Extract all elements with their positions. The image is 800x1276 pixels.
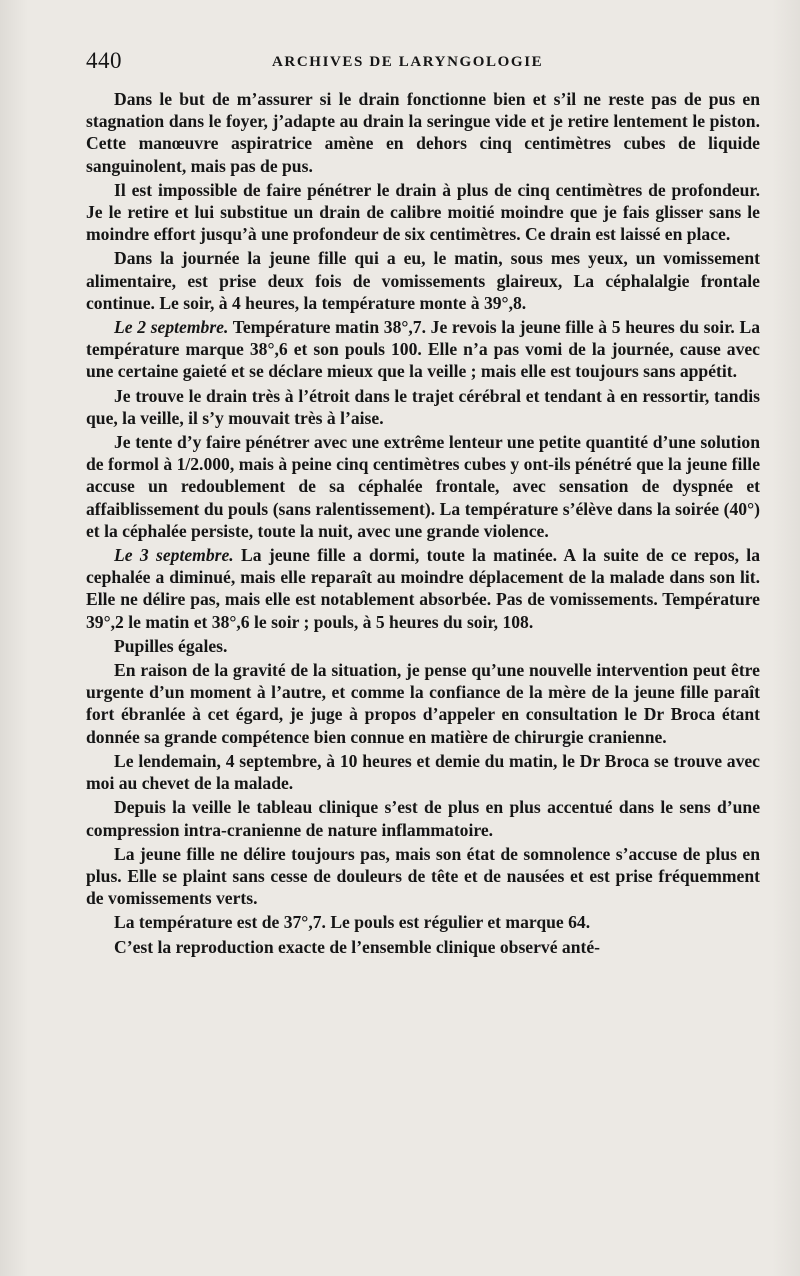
paragraph-7-text: La jeune fille a dormi, toute la matinée. A la suite de ce repos, la cephalée a diminué, mais elle reparaît au moindre déplacement de la malade dans son lit. Elle ne délire pas, mais elle est notablement absorbée. Pas de vomissements. Température 39°,2 le matin et 38°,6 le soir ; pouls, à 5 heures du soir, 108. xyxy=(86,545,760,632)
paragraph-5: Je trouve le drain très à l’étroit dans le trajet cérébral et tendant à en ressortir, tandis que, la veille, il s’y mouvait très à l’aise. xyxy=(86,385,760,428)
body-text xyxy=(86,88,760,958)
paragraph-8: Pupilles égales. xyxy=(114,635,228,656)
paragraph-4 xyxy=(86,316,760,383)
page-number: 440 xyxy=(86,48,122,73)
paragraph-4-text: Température matin 38°,7. Je revois la jeune fille à 5 heures du soir. La température marque 38°,6 et son pouls 100. Elle n’a pas vomi de la journée, cause avec une certaine gaieté et se déclare mieux que la veille ; mais elle est toujours sans appétit. xyxy=(86,317,760,382)
date-3-septembre: Le 3 septembre. xyxy=(114,545,234,566)
paragraph-1: Dans le but de m’assurer si le drain fonctionne bien et s’il ne reste pas de pus en stagnation dans le foyer, j’adapte au drain la seringue vide et je retire lentement le piston. Cette manœuvre aspiratrice amène en dehors cinq centimètres cubes de liquide sanguinolent, mais pas de pus. xyxy=(86,89,760,176)
date-2-septembre: Le 2 septembre. xyxy=(114,317,229,338)
paragraph-6: Je tente d’y faire pénétrer avec une extrême lenteur une petite quantité d’une solution de formol à 1/2.000, mais à peine cinq centimètres cubes y ont-ils pénétré que la jeune fille accuse un redoublement de sa céphalée frontale, avec sensation de dyspnée et affaiblissement du pouls (sans ralentissement). La température s’élève dans la soirée (40°) et la céphalée persiste, toute la nuit, avec une grande violence. xyxy=(86,432,760,541)
paragraph-3: Dans la journée la jeune fille qui a eu, le matin, sous mes yeux, un vomissement alimentaire, est prise deux fois de vomissements glaireux, La céphalalgie frontale continue. Le soir, à 4 heures, la température monte à 39°,8. xyxy=(86,248,760,313)
running-title: ARCHIVES DE LARYNGOLOGIE xyxy=(272,54,544,70)
paragraph-2: Il est impossible de faire pénétrer le drain à plus de cinq centimètres de profondeur. Je le retire et lui substitue un drain de calibre moitié moindre que je fais glisser sans le moindre effort jusqu’à une profondeur de six centimètres. Ce drain est laissé en place. xyxy=(86,179,760,245)
page-header xyxy=(86,48,760,88)
paragraph-11: Depuis la veille le tableau clinique s’est de plus en plus accentué dans le sens d’une compression intra-cranienne de nature inflammatoire. xyxy=(86,797,760,840)
paragraph-13: La température est de 37°,7. Le pouls est régulier et marque 64. xyxy=(114,912,591,933)
paragraph-14: C’est la reproduction exacte de l’ensemble clinique observé anté- xyxy=(114,936,601,957)
paragraph-12: La jeune fille ne délire toujours pas, mais son état de somnolence s’accuse de plus en plus. Elle se plaint sans cesse de douleurs de tête et de nausées et est prise fréquemment de vomissements verts. xyxy=(86,843,760,909)
paragraph-10: Le lendemain, 4 septembre, à 10 heures et demie du matin, le Dr Broca se trouve avec moi au chevet de la malade. xyxy=(86,750,760,794)
paragraph-7 xyxy=(86,544,760,633)
paragraph-9: En raison de la gravité de la situation, je pense qu’une nouvelle intervention peut être urgente d’un moment à l’autre, et comme la confiance de la mère de la jeune fille paraît fort ébranlée à cet égard, je juge à propos d’appeler en consultation le Dr Broca étant donnée sa grande compétence bien connue en matière de chirurgie cranienne. xyxy=(86,660,760,747)
